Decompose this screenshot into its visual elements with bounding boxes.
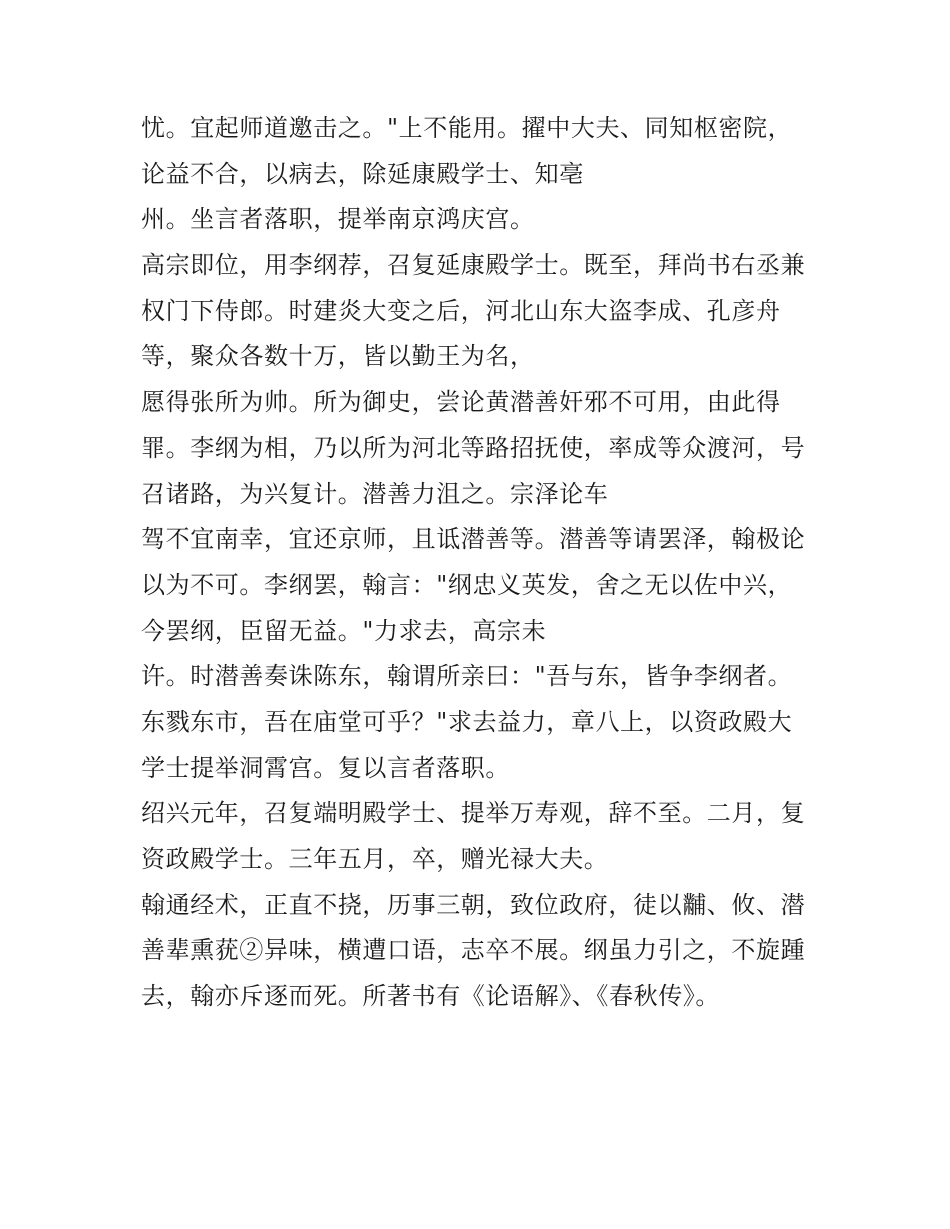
text-line: 翰通经术，正直不挠，历事三朝，致位政府，徒以黼、攸、潜 [141,890,806,919]
text-line: 高宗即位，用李纲荐，召复延康殿学士。既至，拜尚书右丞兼 [141,251,806,280]
text-line: 驾不宜南幸，宜还京师，且诋潜善等。潜善等请罢泽，翰极论 [141,525,806,554]
text-line: 忧。宜起师道邀击之。"上不能用。擢中大夫、同知枢密院， [141,114,793,142]
body-text [141,106,841,1020]
text-line: 愿得张所为帅。所为御史，尝论黄潜善奸邪不可用，由此得 [141,388,781,417]
text-line: 许。时潜善奏诛陈东，翰谓所亲曰："吾与东，皆争李纲者。 [141,662,793,691]
text-line: 以为不可。李纲罢，翰言："纲忠义英发，舍之无以佐中兴， [141,570,793,599]
text-line: 罪。李纲为相，乃以所为河北等路招抚使，率成等众渡河，号 [141,433,806,462]
text-line: 召诸路，为兴复计。潜善力沮之。宗泽论车 [141,479,609,508]
text-line: 资政殿学士。三年五月，卒，赠光禄大夫。 [141,845,609,873]
text-line: 权门下侍郎。时建炎大变之后，河北山东大盗李成、孔彦舟 [141,296,781,325]
text-line: 今罢纲，臣留无益。"力求去，高宗未 [141,616,547,645]
text-line: 等，聚众各数十万，皆以勤王为名， [141,342,535,371]
text-line: 学士提举洞霄宫。复以言者落职。 [141,753,510,782]
text-line: 东戮东市，吾在庙堂可乎？"求去益力，章八上，以资政殿大 [141,707,793,736]
text-line: 去，翰亦斥逐而死。所著书有《论语解》、《春秋传》。 [141,982,720,1011]
text-line: 论益不合，以病去，除延康殿学士、知亳 [141,159,584,188]
text-line: 绍兴元年，召复端明殿学士、提举万寿观，辞不至。二月，复 [141,799,806,828]
text-line: 善辈熏莸②异味，横遭口语，志卒不展。纲虽力引之，不旋踵 [141,936,806,965]
text-line: 州。坐言者落职，提举南京鸿庆宫。 [141,205,535,234]
